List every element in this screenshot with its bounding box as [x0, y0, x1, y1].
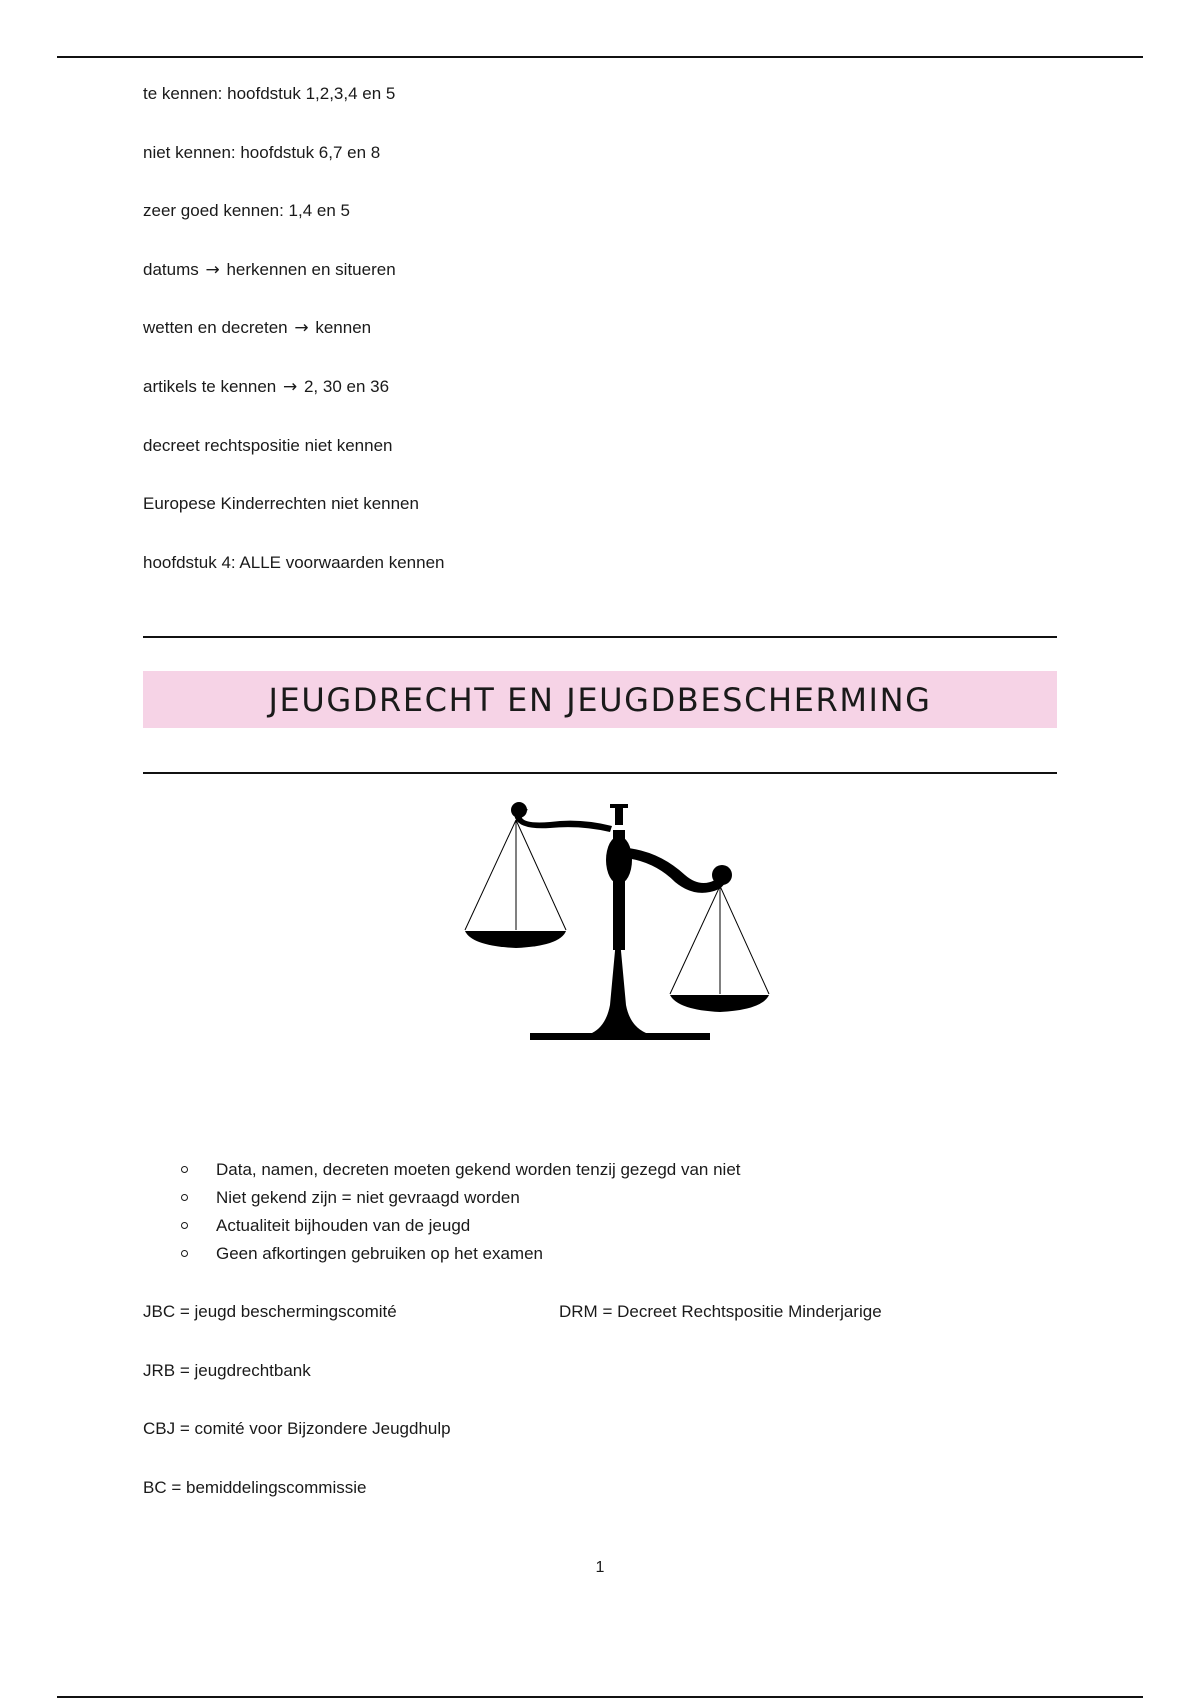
note-text: te kennen: hoofdstuk 1,2,3,4 en 5	[143, 84, 396, 103]
note-text: wetten en decreten	[143, 318, 288, 338]
circle-bullet-icon	[181, 1222, 188, 1229]
note-text: datums	[143, 259, 199, 279]
note-line	[143, 318, 1043, 338]
note-text: Europese Kinderrechten niet kennen	[143, 494, 419, 514]
circle-bullet-icon	[181, 1166, 188, 1173]
note-line	[143, 143, 1043, 163]
title-top-rule	[143, 636, 1057, 638]
note-text-after: kennen	[315, 318, 372, 338]
exam-tips-list	[178, 1156, 741, 1268]
list-item	[178, 1240, 741, 1268]
abbreviation-jrb: JRB = jeugdrechtbank	[143, 1361, 311, 1380]
list-item	[178, 1184, 741, 1212]
scales-of-justice-icon	[460, 800, 780, 1050]
abbreviation-jbc: JBC = jeugd beschermingscomité	[143, 1302, 397, 1321]
note-text: zeer goed kennen: 1,4 en 5	[143, 201, 350, 221]
note-text: niet kennen: hoofdstuk 6,7 en 8	[143, 142, 381, 162]
note-text-after: 2, 30 en 36	[303, 376, 390, 396]
note-text-after: herkennen en situeren	[226, 259, 396, 279]
study-notes	[143, 84, 1043, 611]
list-item-text: Actualiteit bijhouden van de jeugd	[216, 1216, 471, 1235]
list-item	[178, 1212, 741, 1240]
note-text: artikels te kennen	[143, 376, 277, 396]
circle-bullet-icon	[181, 1194, 188, 1201]
abbreviation-cbj: CBJ = comité voor Bijzondere Jeugdhulp	[143, 1419, 451, 1438]
page-number: 1	[595, 1559, 605, 1576]
page-bottom-rule	[57, 1696, 1143, 1698]
note-line	[143, 553, 1043, 573]
list-item-text: Data, namen, decreten moeten gekend worden tenzij gezegd van niet	[216, 1160, 741, 1179]
arrow-right-icon: →	[282, 376, 298, 397]
abbreviation-drm: DRM = Decreet Rechtspositie Minderjarige	[559, 1302, 882, 1321]
note-line	[143, 84, 1043, 104]
abbreviation-bc: BC = bemiddelingscommissie	[143, 1478, 367, 1497]
note-line	[143, 436, 1043, 456]
list-item-text: Geen afkortingen gebruiken op het examen	[216, 1244, 544, 1263]
arrow-right-icon: →	[294, 318, 309, 339]
note-line	[143, 260, 1043, 280]
note-line	[143, 494, 1043, 514]
note-line	[143, 201, 1043, 221]
note-text: hoofdstuk 4: ALLE voorwaarden kennen	[143, 552, 445, 572]
title-bottom-rule	[143, 772, 1057, 774]
note-text: decreet rechtspositie niet kennen	[143, 435, 393, 455]
title-band	[143, 671, 1057, 728]
arrow-right-icon: →	[205, 259, 220, 280]
page-top-rule	[57, 56, 1143, 58]
list-item-text: Niet gekend zijn = niet gevraagd worden	[216, 1188, 520, 1207]
note-line	[143, 377, 1043, 397]
list-item	[178, 1156, 741, 1184]
circle-bullet-icon	[181, 1250, 188, 1257]
document-title: JEUGDRECHT EN JEUGDBESCHERMING	[268, 680, 932, 719]
